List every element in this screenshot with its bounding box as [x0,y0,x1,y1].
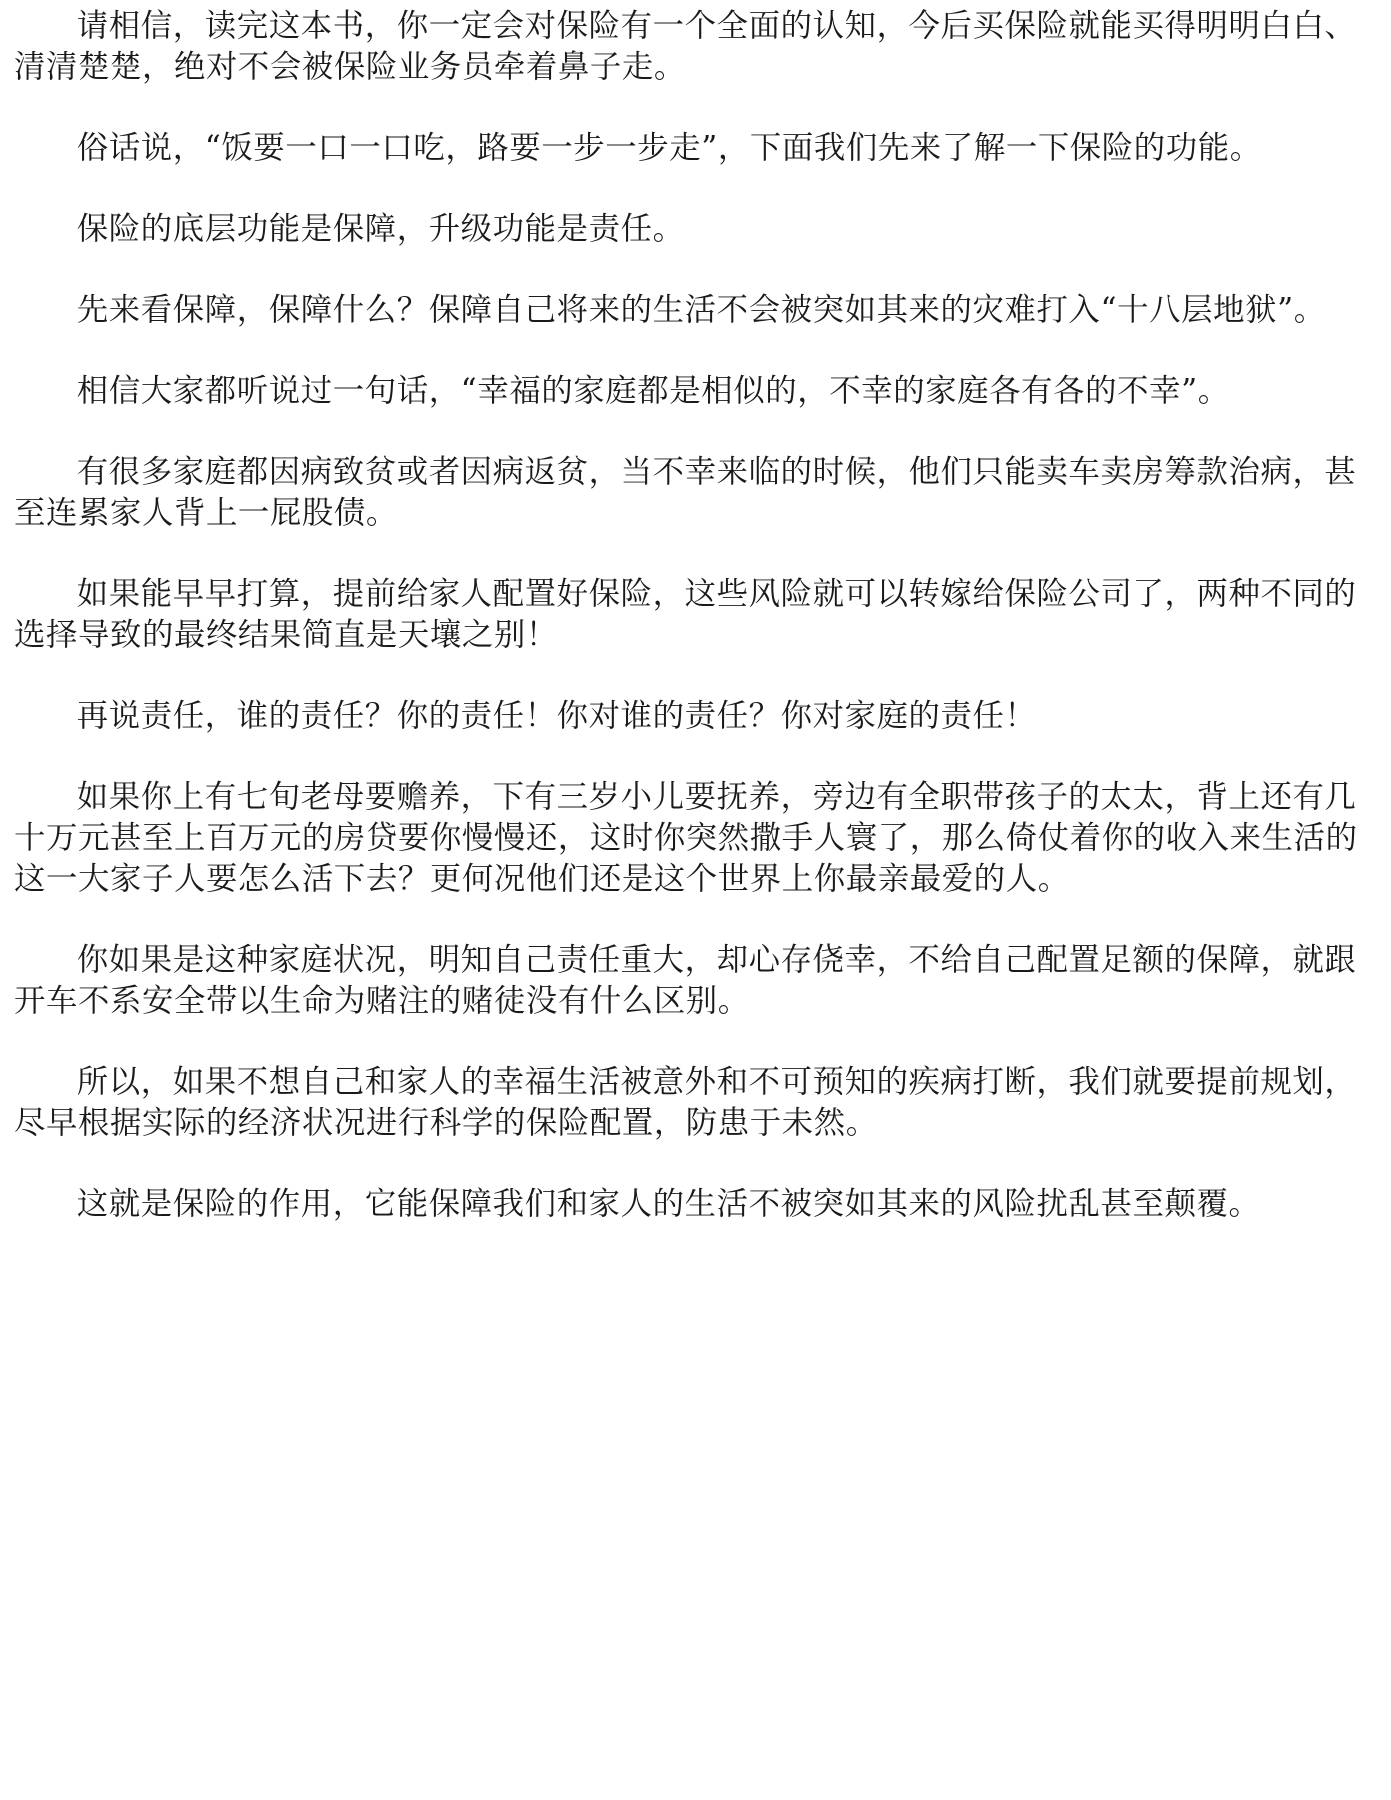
paragraph-6: 有很多家庭都因病致贫或者因病返贫，当不幸来临的时候，他们只能卖车卖房筹款治病，甚至连累家人背上一屁股债。 [14,454,1357,531]
paragraph-9: 如果你上有七旬老母要赡养，下有三岁小儿要抚养，旁边有全职带孩子的太太，背上还有几十万元甚至上百万元的房贷要你慢慢还，这时你突然撒手人寰了，那么倚仗着你的收入来生活的这一大家子人要怎么活下去？更何况他们还是这个世界上你最亲最爱的人。 [14,779,1358,897]
paragraph-3: 保险的底层功能是保障，升级功能是责任。 [76,211,685,247]
paragraph-10: 你如果是这种家庭状况，明知自己责任重大，却心存侥幸，不给自己配置足额的保障，就跟开车不系安全带以生命为赌注的赌徒没有什么区别。 [14,942,1357,1019]
paragraph-5: 相信大家都听说过一句话，“幸福的家庭都是相似的，不幸的家庭各有各的不幸”。 [76,373,1230,409]
paragraph-2: 俗话说，“饭要一口一口吃，路要一步一步走”，下面我们先来了解一下保险的功能。 [76,130,1262,166]
paragraph-11: 所以，如果不想自己和家人的幸福生活被意外和不可预知的疾病打断，我们就要提前规划，尽早根据实际的经济状况进行科学的保险配置，防患于未然。 [14,1064,1357,1141]
document-page [14,6,1379,1265]
paragraph-8: 再说责任，谁的责任？你的责任！你对谁的责任？你对家庭的责任！ [76,698,1037,734]
paragraph-1: 请相信，读完这本书，你一定会对保险有一个全面的认知，今后买保险就能买得明明白白、清清楚楚，绝对不会被保险业务员牵着鼻子走。 [14,8,1357,85]
paragraph-12: 这就是保险的作用，它能保障我们和家人的生活不被突如其来的风险扰乱甚至颠覆。 [76,1186,1261,1222]
paragraph-7: 如果能早早打算，提前给家人配置好保险，这些风险就可以转嫁给保险公司了，两种不同的选择导致的最终结果简直是天壤之别！ [14,576,1357,653]
paragraph-4: 先来看保障，保障什么？保障自己将来的生活不会被突如其来的灾难打入“十八层地狱”。 [76,292,1326,328]
